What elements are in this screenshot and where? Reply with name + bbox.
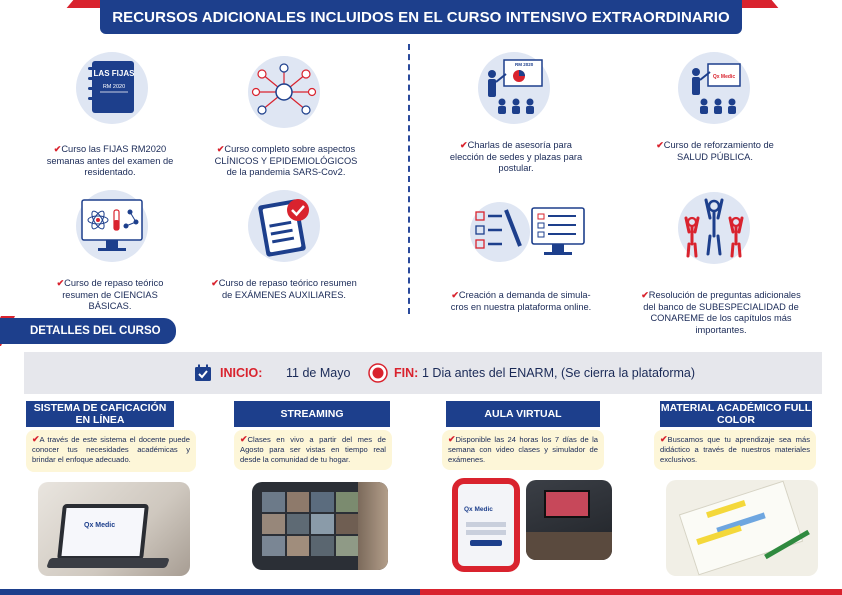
feature-line: de EXÁMENES AUXILIARES. [221, 289, 346, 300]
check-icon: ✔ [53, 144, 62, 154]
feature-line: Charlas de asesoría para [467, 140, 572, 150]
section-divider [408, 44, 410, 314]
header-banner [100, 0, 742, 34]
feature-salud-publica [640, 140, 790, 163]
page-title: RECURSOS ADICIONALES INCLUIDOS EN EL CURSO INTENSIVO EXTRAORDINARIO [112, 9, 730, 26]
online-checklist-icon [470, 202, 530, 262]
feature-line: Curso de reforzamiento de [663, 140, 774, 150]
study-material-photo [666, 480, 818, 576]
video-call-photo [252, 482, 388, 570]
presentation-chart-icon [478, 52, 550, 124]
column-note-aula-virtual [442, 430, 604, 470]
tablet-logo-text: Qx Medic [464, 506, 493, 513]
feature-line: cros en nuestra plataforma online. [450, 301, 592, 312]
feature-line: Creación a demanda de simula- [458, 290, 591, 300]
details-section-tab [0, 318, 176, 344]
column-title: SISTEMA DE CAFICACIÓN EN LÍNEA [33, 402, 167, 426]
feature-line: residentado. [84, 167, 136, 177]
check-icon: ✔ [216, 144, 225, 154]
check-icon: ✔ [240, 434, 248, 444]
laptop-logo-text: Qx Medic [84, 522, 116, 529]
column-note-material [654, 430, 816, 470]
check-icon: ✔ [460, 140, 468, 150]
column-text: Buscamos que tu aprendizaje sea más didáctico a través de nuestros materiales exclusivos. [660, 435, 810, 464]
start-label: INICIO: [220, 366, 263, 380]
column-text: Disponible las 24 horas los 7 días de la semana con video clases y simulador de exámenes. [448, 435, 598, 464]
feature-line: importantes. [695, 324, 747, 335]
people-celebrating-icon [678, 192, 750, 264]
feature-line: elección de sedes y plazas para [449, 151, 583, 162]
classroom-logo-icon [678, 52, 750, 124]
bottom-bar-accent [420, 589, 842, 595]
feature-line: Curso de repaso teórico resumen [218, 278, 357, 288]
feature-sars-cov2 [198, 144, 374, 179]
clipboard-check-icon [248, 190, 320, 262]
column-text: A través de este sistema el docente puede conocer tus necesidades académicas y brindar el enfoque adecuado. [32, 435, 190, 464]
virus-network-icon [248, 56, 320, 128]
check-icon: ✔ [448, 434, 456, 444]
end-date: 1 Dia antes del ENARM, (Se cierra la plataforma) [422, 366, 696, 380]
laptop-photo [38, 482, 190, 576]
check-icon: ✔ [451, 290, 459, 300]
desk-computer-photo [526, 480, 612, 560]
start-date: 11 de Mayo [286, 366, 351, 380]
feature-line: del banco de SUBESPECIALIDAD de [643, 301, 799, 312]
logo-text: Qx Medic [712, 74, 736, 80]
feature-line: resumen de CIENCIAS [62, 289, 158, 300]
column-header-calificacion [26, 401, 174, 427]
column-header-streaming [234, 401, 390, 427]
dates-bar [24, 352, 822, 394]
feature-line: semanas antes del examen de [46, 155, 174, 166]
feature-line: Curso completo sobre aspectos [224, 144, 356, 154]
tablet-photo [452, 478, 520, 572]
feature-subespecialidad [624, 290, 818, 336]
column-text: Clases en vivo a partir del mes de Agosto para ser vistas en tiempo real desde la comunidad de tu hogar. [240, 435, 386, 464]
column-title: STREAMING [280, 408, 344, 420]
chart-label-text: RM 2020 [515, 62, 534, 67]
column-title: AULA VIRTUAL [484, 408, 562, 420]
feature-line: CONAREME de los capítulos más [650, 313, 792, 323]
feature-fijas [36, 144, 184, 179]
feature-line: SALUD PÚBLICA. [677, 151, 753, 162]
column-header-aula-virtual [446, 401, 600, 427]
monitor-checklist-icon [530, 206, 586, 258]
book-title-text: LAS FIJAS [93, 69, 135, 78]
feature-line: BÁSICAS. [88, 301, 132, 311]
feature-line: Curso las FIJAS RM2020 [61, 144, 167, 154]
feature-line: Resolución de preguntas adicionales [648, 290, 801, 300]
feature-examenes-auxiliares [194, 278, 374, 301]
column-title: MATERIAL ACADÉMICO FULL COLOR [660, 402, 812, 426]
feature-line: postular. [498, 163, 534, 173]
details-title: DETALLES DEL CURSO [30, 325, 161, 337]
fijas-book-icon [76, 52, 148, 124]
check-icon: ✔ [211, 278, 219, 288]
book-subtitle-text: RM 2020 [102, 84, 126, 90]
check-icon: ✔ [56, 278, 65, 288]
check-icon: ✔ [656, 140, 664, 150]
column-note-streaming [234, 430, 392, 470]
check-icon: ✔ [660, 434, 668, 444]
end-label: FIN: [394, 366, 419, 380]
feature-ciencias-basicas [40, 278, 180, 313]
check-icon: ✔ [641, 290, 649, 300]
column-header-material [660, 401, 812, 427]
science-monitor-icon [76, 190, 148, 262]
record-icon [368, 363, 388, 383]
calendar-check-icon [194, 364, 212, 382]
feature-line: Curso de repaso teórico [64, 278, 164, 288]
feature-simulacros [436, 290, 606, 313]
feature-line: CLÍNICOS Y EPIDEMIOLÓGICOS [214, 155, 358, 166]
check-icon: ✔ [32, 434, 40, 444]
feature-line: de la pandemia SARS-Cov2. [226, 167, 346, 177]
column-note-calificacion [26, 430, 196, 472]
feature-charlas [436, 140, 596, 175]
